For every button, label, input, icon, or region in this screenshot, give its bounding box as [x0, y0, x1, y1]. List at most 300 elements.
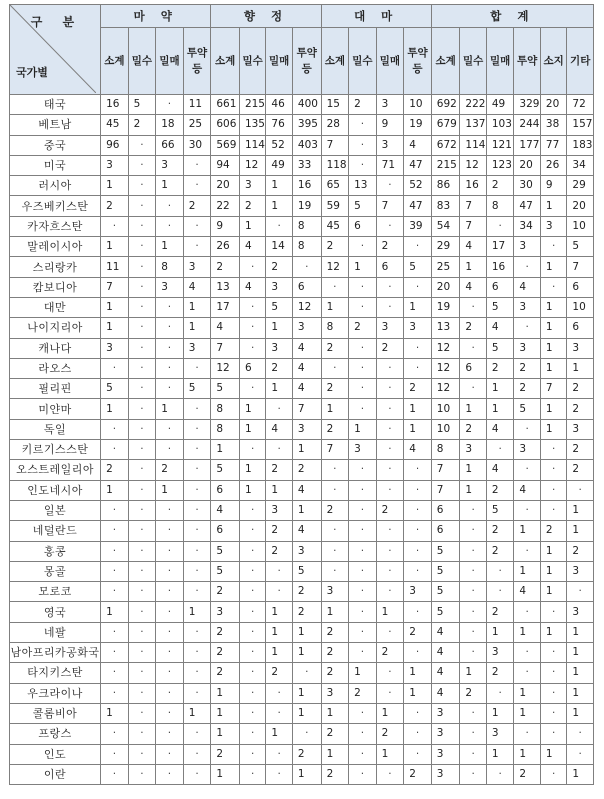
cell-total-other: 3	[567, 561, 594, 581]
cell-cannabis-trafficking: 1	[376, 744, 404, 764]
cell-total-possession: 1	[540, 399, 566, 419]
cell-total-subtotal: 6	[431, 500, 460, 520]
cell-narcotics-trafficking: ·	[156, 440, 184, 460]
cell-narcotics-trafficking: ·	[156, 500, 184, 520]
cell-total-trafficking: ·	[486, 561, 514, 581]
cell-total-other: 34	[567, 155, 594, 175]
cell-psychotropics-subtotal: 2	[211, 744, 240, 764]
header-corner-cell	[10, 5, 101, 95]
cell-narcotics-smuggling: ·	[128, 703, 156, 723]
cell-narcotics-use: ·	[183, 744, 211, 764]
cell-country: 타지키스탄	[10, 663, 101, 683]
cell-total-smuggling: 4	[460, 277, 486, 297]
cell-total-other: 1	[567, 643, 594, 663]
cell-psychotropics-smuggling: 1	[239, 460, 265, 480]
cell-cannabis-subtotal: 45	[321, 216, 349, 236]
cell-psychotropics-subtotal: 5	[211, 379, 240, 399]
cell-total-possession: ·	[540, 602, 566, 622]
cell-cannabis-use: 10	[404, 95, 432, 115]
cell-cannabis-trafficking: ·	[376, 277, 404, 297]
cell-psychotropics-subtotal: 5	[211, 541, 240, 561]
cell-psychotropics-trafficking: 1	[266, 622, 292, 642]
cell-cannabis-trafficking: ·	[376, 561, 404, 581]
cell-total-use: 4	[514, 480, 540, 500]
cell-total-use: 3	[514, 338, 540, 358]
cell-narcotics-subtotal: 96	[101, 135, 129, 155]
table-row	[10, 216, 594, 236]
cell-psychotropics-smuggling: 1	[239, 399, 265, 419]
cell-narcotics-subtotal: 1	[101, 318, 129, 338]
cell-total-possession: ·	[540, 500, 566, 520]
subheader-total-trafficking: 밀매	[486, 28, 514, 95]
cell-total-trafficking: 1	[486, 399, 514, 419]
cell-cannabis-subtotal: 8	[321, 318, 349, 338]
cell-country: 오스트레일리아	[10, 460, 101, 480]
cell-narcotics-smuggling: ·	[128, 277, 156, 297]
cell-country: 키르기스스탄	[10, 440, 101, 460]
cell-cannabis-trafficking: 3	[376, 95, 404, 115]
cell-narcotics-smuggling: ·	[128, 176, 156, 196]
cell-total-possession: ·	[540, 703, 566, 723]
cell-total-smuggling: 7	[460, 196, 486, 216]
cell-narcotics-subtotal: ·	[101, 724, 129, 744]
cell-narcotics-subtotal: ·	[101, 663, 129, 683]
cell-cannabis-subtotal: 118	[321, 155, 349, 175]
cell-total-other: 3	[567, 602, 594, 622]
cell-total-trafficking: 2	[486, 358, 514, 378]
cell-cannabis-trafficking: 7	[376, 196, 404, 216]
table-row	[10, 237, 594, 257]
cell-cannabis-use: ·	[404, 744, 432, 764]
table-row	[10, 643, 594, 663]
cell-psychotropics-trafficking: 1	[266, 318, 292, 338]
cell-total-subtotal: 3	[431, 724, 460, 744]
cell-narcotics-subtotal: 3	[101, 155, 129, 175]
table-row	[10, 115, 594, 135]
cell-cannabis-use: ·	[404, 703, 432, 723]
cell-psychotropics-smuggling: 1	[239, 480, 265, 500]
cell-total-other: 3	[567, 419, 594, 439]
cell-total-subtotal: 4	[431, 683, 460, 703]
cell-cannabis-use: 47	[404, 155, 432, 175]
cell-psychotropics-smuggling: ·	[239, 379, 265, 399]
cell-total-possession: 77	[540, 135, 566, 155]
cell-narcotics-smuggling: ·	[128, 643, 156, 663]
cell-total-other: 20	[567, 196, 594, 216]
cell-country: 라오스	[10, 358, 101, 378]
cell-cannabis-use: 19	[404, 115, 432, 135]
cell-country: 태국	[10, 95, 101, 115]
cell-total-possession: ·	[540, 663, 566, 683]
cell-cannabis-smuggling: 1	[349, 663, 377, 683]
cell-total-use: 1	[514, 703, 540, 723]
cell-psychotropics-subtotal: 4	[211, 500, 240, 520]
cell-psychotropics-use: 1	[292, 500, 321, 520]
cell-narcotics-smuggling: ·	[128, 724, 156, 744]
subheader-total-subtotal: 소계	[431, 28, 460, 95]
cell-narcotics-trafficking: ·	[156, 663, 184, 683]
cell-total-possession: ·	[540, 683, 566, 703]
cell-psychotropics-trafficking: ·	[266, 744, 292, 764]
table-row	[10, 176, 594, 196]
cell-country: 미얀마	[10, 399, 101, 419]
cell-narcotics-smuggling: ·	[128, 399, 156, 419]
cell-cannabis-subtotal: 2	[321, 663, 349, 683]
table-row	[10, 622, 594, 642]
cell-narcotics-use: ·	[183, 358, 211, 378]
cell-country: 프랑스	[10, 724, 101, 744]
subheader-narcotics-trafficking: 밀매	[156, 28, 184, 95]
table-row	[10, 663, 594, 683]
cell-cannabis-use: ·	[404, 480, 432, 500]
table-row	[10, 196, 594, 216]
cell-total-subtotal: 215	[431, 155, 460, 175]
cell-cannabis-trafficking: ·	[376, 460, 404, 480]
cell-cannabis-use: ·	[404, 277, 432, 297]
cell-total-trafficking: 1	[486, 744, 514, 764]
cell-total-subtotal: 25	[431, 257, 460, 277]
cell-total-subtotal: 4	[431, 643, 460, 663]
cell-cannabis-trafficking: 3	[376, 135, 404, 155]
cell-narcotics-trafficking: ·	[156, 318, 184, 338]
cell-total-use: 1	[514, 521, 540, 541]
cell-psychotropics-smuggling: ·	[239, 683, 265, 703]
cell-psychotropics-smuggling: ·	[239, 622, 265, 642]
cell-cannabis-use: 4	[404, 440, 432, 460]
cell-narcotics-trafficking: 8	[156, 257, 184, 277]
cell-cannabis-smuggling: 1	[349, 257, 377, 277]
cell-cannabis-subtotal: ·	[321, 561, 349, 581]
cell-psychotropics-use: 1	[292, 440, 321, 460]
cell-total-subtotal: 5	[431, 561, 460, 581]
table-row	[10, 561, 594, 581]
cell-country: 스리랑카	[10, 257, 101, 277]
cell-cannabis-smuggling: ·	[349, 764, 377, 784]
cell-total-subtotal: 10	[431, 419, 460, 439]
cell-total-other: 7	[567, 257, 594, 277]
cell-narcotics-use: ·	[183, 724, 211, 744]
cell-narcotics-smuggling: ·	[128, 602, 156, 622]
cell-total-possession: 1	[540, 419, 566, 439]
cell-cannabis-use: ·	[404, 521, 432, 541]
cell-country: 베트남	[10, 115, 101, 135]
cell-total-subtotal: 6	[431, 521, 460, 541]
cell-cannabis-subtotal: 7	[321, 135, 349, 155]
cell-total-subtotal: 5	[431, 602, 460, 622]
cell-narcotics-trafficking: ·	[156, 561, 184, 581]
cell-cannabis-smuggling: ·	[349, 561, 377, 581]
subheader-narcotics-smuggling: 밀수	[128, 28, 156, 95]
cell-total-possession: 1	[540, 541, 566, 561]
cell-narcotics-subtotal: ·	[101, 419, 129, 439]
cell-cannabis-smuggling: ·	[349, 541, 377, 561]
cell-total-other: 1	[567, 521, 594, 541]
cell-total-smuggling: 222	[460, 95, 486, 115]
cell-cannabis-smuggling: ·	[349, 521, 377, 541]
cell-country: 몽골	[10, 561, 101, 581]
cell-cannabis-trafficking: ·	[376, 358, 404, 378]
cell-cannabis-subtotal: 59	[321, 196, 349, 216]
cell-total-use: 329	[514, 95, 540, 115]
cell-psychotropics-smuggling: ·	[239, 602, 265, 622]
cell-psychotropics-trafficking: 3	[266, 338, 292, 358]
cell-narcotics-trafficking: ·	[156, 744, 184, 764]
cell-total-other: 1	[567, 500, 594, 520]
cell-psychotropics-use: 8	[292, 237, 321, 257]
country-drug-stats-table	[9, 4, 594, 785]
cell-psychotropics-trafficking: ·	[266, 764, 292, 784]
cell-psychotropics-use: 1	[292, 643, 321, 663]
cell-total-possession: 1	[540, 196, 566, 216]
cell-psychotropics-smuggling: 4	[239, 277, 265, 297]
subheader-total-possession: 소지	[540, 28, 566, 95]
cell-total-use: ·	[514, 500, 540, 520]
cell-cannabis-smuggling: ·	[349, 622, 377, 642]
cell-narcotics-trafficking: 3	[156, 155, 184, 175]
cell-narcotics-trafficking: ·	[156, 622, 184, 642]
cell-total-other: 1	[567, 358, 594, 378]
cell-cannabis-subtotal: 2	[321, 764, 349, 784]
cell-narcotics-smuggling: ·	[128, 521, 156, 541]
cell-country: 독일	[10, 419, 101, 439]
cell-total-other: 6	[567, 277, 594, 297]
cell-cannabis-subtotal: ·	[321, 460, 349, 480]
cell-psychotropics-subtotal: 569	[211, 135, 240, 155]
cell-psychotropics-use: ·	[292, 724, 321, 744]
cell-cannabis-subtotal: 7	[321, 440, 349, 460]
cell-total-other: 157	[567, 115, 594, 135]
cell-narcotics-subtotal: 1	[101, 480, 129, 500]
cell-cannabis-smuggling: ·	[349, 500, 377, 520]
cell-narcotics-trafficking: ·	[156, 196, 184, 216]
cell-cannabis-use: ·	[404, 460, 432, 480]
cell-psychotropics-subtotal: 94	[211, 155, 240, 175]
cell-total-smuggling: ·	[460, 561, 486, 581]
cell-psychotropics-subtotal: 2	[211, 622, 240, 642]
cell-narcotics-use: ·	[183, 216, 211, 236]
cell-cannabis-trafficking: 2	[376, 724, 404, 744]
cell-cannabis-use: 47	[404, 196, 432, 216]
cell-psychotropics-smuggling: ·	[239, 724, 265, 744]
cell-total-subtotal: 19	[431, 297, 460, 317]
subheader-psychotropics-smuggling: 밀수	[239, 28, 265, 95]
cell-cannabis-smuggling: ·	[349, 358, 377, 378]
cell-cannabis-subtotal: 2	[321, 643, 349, 663]
cell-psychotropics-trafficking: ·	[266, 683, 292, 703]
cell-total-use: 47	[514, 196, 540, 216]
cell-cannabis-smuggling: 2	[349, 318, 377, 338]
cell-cannabis-trafficking: ·	[376, 764, 404, 784]
cell-narcotics-use: 5	[183, 379, 211, 399]
cell-narcotics-smuggling: ·	[128, 500, 156, 520]
cell-total-use: 3	[514, 237, 540, 257]
cell-country: 인도네시아	[10, 480, 101, 500]
cell-psychotropics-use: 3	[292, 318, 321, 338]
cell-narcotics-subtotal: 1	[101, 237, 129, 257]
cell-cannabis-trafficking: 2	[376, 237, 404, 257]
cell-total-subtotal: 692	[431, 95, 460, 115]
cell-total-possession: ·	[540, 237, 566, 257]
cell-total-subtotal: 86	[431, 176, 460, 196]
cell-country: 말레이시아	[10, 237, 101, 257]
cell-total-smuggling: ·	[460, 521, 486, 541]
cell-cannabis-use: 3	[404, 318, 432, 338]
cell-total-possession: 1	[540, 257, 566, 277]
cell-narcotics-use: 1	[183, 318, 211, 338]
cell-psychotropics-use: 403	[292, 135, 321, 155]
cell-psychotropics-subtotal: 1	[211, 683, 240, 703]
cell-country: 이란	[10, 764, 101, 784]
cell-psychotropics-subtotal: 8	[211, 419, 240, 439]
cell-psychotropics-trafficking: 2	[266, 257, 292, 277]
cell-narcotics-smuggling: ·	[128, 440, 156, 460]
cell-total-trafficking: ·	[486, 216, 514, 236]
cell-total-trafficking: 8	[486, 196, 514, 216]
cell-psychotropics-subtotal: 661	[211, 95, 240, 115]
cell-total-subtotal: 5	[431, 582, 460, 602]
cell-country: 미국	[10, 155, 101, 175]
cell-total-subtotal: 83	[431, 196, 460, 216]
cell-total-trafficking: 1	[486, 703, 514, 723]
table-body	[10, 95, 594, 785]
cell-narcotics-subtotal: ·	[101, 764, 129, 784]
cell-cannabis-trafficking: 2	[376, 338, 404, 358]
cell-country: 러시아	[10, 176, 101, 196]
cell-total-other: ·	[567, 582, 594, 602]
cell-total-trafficking: ·	[486, 440, 514, 460]
cell-cannabis-subtotal: 15	[321, 95, 349, 115]
cell-total-trafficking: 121	[486, 135, 514, 155]
table-row	[10, 521, 594, 541]
cell-narcotics-trafficking: 1	[156, 480, 184, 500]
subheader-total-use: 투약	[514, 28, 540, 95]
cell-narcotics-subtotal: ·	[101, 582, 129, 602]
cell-cannabis-use: ·	[404, 500, 432, 520]
cell-narcotics-smuggling: ·	[128, 663, 156, 683]
cell-cannabis-smuggling: ·	[349, 643, 377, 663]
cell-narcotics-trafficking: 1	[156, 237, 184, 257]
cell-country: 캄보디아	[10, 277, 101, 297]
table-row	[10, 683, 594, 703]
cell-narcotics-trafficking: 1	[156, 399, 184, 419]
cell-cannabis-use: 52	[404, 176, 432, 196]
cell-narcotics-subtotal: ·	[101, 216, 129, 236]
cell-cannabis-smuggling: ·	[349, 602, 377, 622]
cell-total-use: ·	[514, 602, 540, 622]
cell-narcotics-use: ·	[183, 480, 211, 500]
cell-total-smuggling: ·	[460, 724, 486, 744]
cell-psychotropics-use: 395	[292, 115, 321, 135]
subheader-cannabis-smuggling: 밀수	[349, 28, 377, 95]
cell-total-subtotal: 3	[431, 703, 460, 723]
corner-label-country: 국가별	[16, 66, 48, 79]
cell-narcotics-subtotal: 1	[101, 176, 129, 196]
cell-total-subtotal: 3	[431, 764, 460, 784]
cell-cannabis-use: 4	[404, 135, 432, 155]
cell-cannabis-use: 2	[404, 622, 432, 642]
cell-psychotropics-trafficking: 1	[266, 643, 292, 663]
cell-total-possession: 9	[540, 176, 566, 196]
cell-narcotics-trafficking: ·	[156, 95, 184, 115]
cell-cannabis-trafficking: ·	[376, 216, 404, 236]
cell-cannabis-use: 3	[404, 582, 432, 602]
cell-narcotics-use: ·	[183, 500, 211, 520]
cell-narcotics-use: ·	[183, 764, 211, 784]
cell-narcotics-use: 30	[183, 135, 211, 155]
cell-narcotics-smuggling: ·	[128, 744, 156, 764]
cell-psychotropics-trafficking: ·	[266, 561, 292, 581]
cell-cannabis-trafficking: ·	[376, 379, 404, 399]
cell-total-use: ·	[514, 663, 540, 683]
cell-cannabis-subtotal: 1	[321, 602, 349, 622]
cell-total-smuggling: ·	[460, 500, 486, 520]
cell-total-subtotal: 4	[431, 622, 460, 642]
cell-cannabis-use: 5	[404, 257, 432, 277]
cell-psychotropics-subtotal: 22	[211, 196, 240, 216]
cell-cannabis-smuggling: 6	[349, 216, 377, 236]
cell-total-smuggling: 12	[460, 155, 486, 175]
cell-narcotics-use: ·	[183, 440, 211, 460]
table-row	[10, 155, 594, 175]
table-row	[10, 582, 594, 602]
cell-total-subtotal: 7	[431, 460, 460, 480]
cell-cannabis-use: 1	[404, 419, 432, 439]
cell-cannabis-smuggling: ·	[349, 480, 377, 500]
cell-total-smuggling: 2	[460, 683, 486, 703]
group-header-psychotropics: 향 정	[211, 5, 321, 28]
cell-total-use: 4	[514, 277, 540, 297]
cell-cannabis-use: ·	[404, 561, 432, 581]
cell-psychotropics-smuggling: ·	[239, 338, 265, 358]
cell-country: 인도	[10, 744, 101, 764]
group-header-cannabis: 대 마	[321, 5, 431, 28]
cell-psychotropics-smuggling: 1	[239, 419, 265, 439]
cell-narcotics-smuggling: ·	[128, 582, 156, 602]
cell-narcotics-subtotal: ·	[101, 744, 129, 764]
cell-total-smuggling: 1	[460, 399, 486, 419]
cell-total-smuggling: ·	[460, 703, 486, 723]
cell-narcotics-subtotal: 2	[101, 196, 129, 216]
cell-total-smuggling: 2	[460, 318, 486, 338]
cell-cannabis-smuggling: ·	[349, 582, 377, 602]
cell-psychotropics-smuggling: ·	[239, 764, 265, 784]
cell-cannabis-subtotal: ·	[321, 480, 349, 500]
cell-total-use: 5	[514, 399, 540, 419]
cell-cannabis-trafficking: ·	[376, 440, 404, 460]
cell-total-other: 3	[567, 338, 594, 358]
cell-total-use: 30	[514, 176, 540, 196]
cell-narcotics-smuggling: 5	[128, 95, 156, 115]
cell-narcotics-use: ·	[183, 643, 211, 663]
cell-narcotics-use: ·	[183, 541, 211, 561]
cell-cannabis-smuggling: ·	[349, 399, 377, 419]
cell-psychotropics-smuggling: ·	[239, 643, 265, 663]
cell-narcotics-trafficking: ·	[156, 724, 184, 744]
group-header-total: 합 계	[431, 5, 593, 28]
cell-narcotics-use: ·	[183, 683, 211, 703]
cell-total-use: 1	[514, 744, 540, 764]
cell-country: 일본	[10, 500, 101, 520]
cell-total-other: 10	[567, 297, 594, 317]
cell-narcotics-subtotal: 2	[101, 460, 129, 480]
table-row	[10, 95, 594, 115]
cell-total-trafficking: 5	[486, 297, 514, 317]
cell-psychotropics-subtotal: 2	[211, 643, 240, 663]
cell-cannabis-subtotal: 65	[321, 176, 349, 196]
cell-total-subtotal: 54	[431, 216, 460, 236]
cell-narcotics-subtotal: ·	[101, 500, 129, 520]
cell-narcotics-trafficking: 2	[156, 460, 184, 480]
